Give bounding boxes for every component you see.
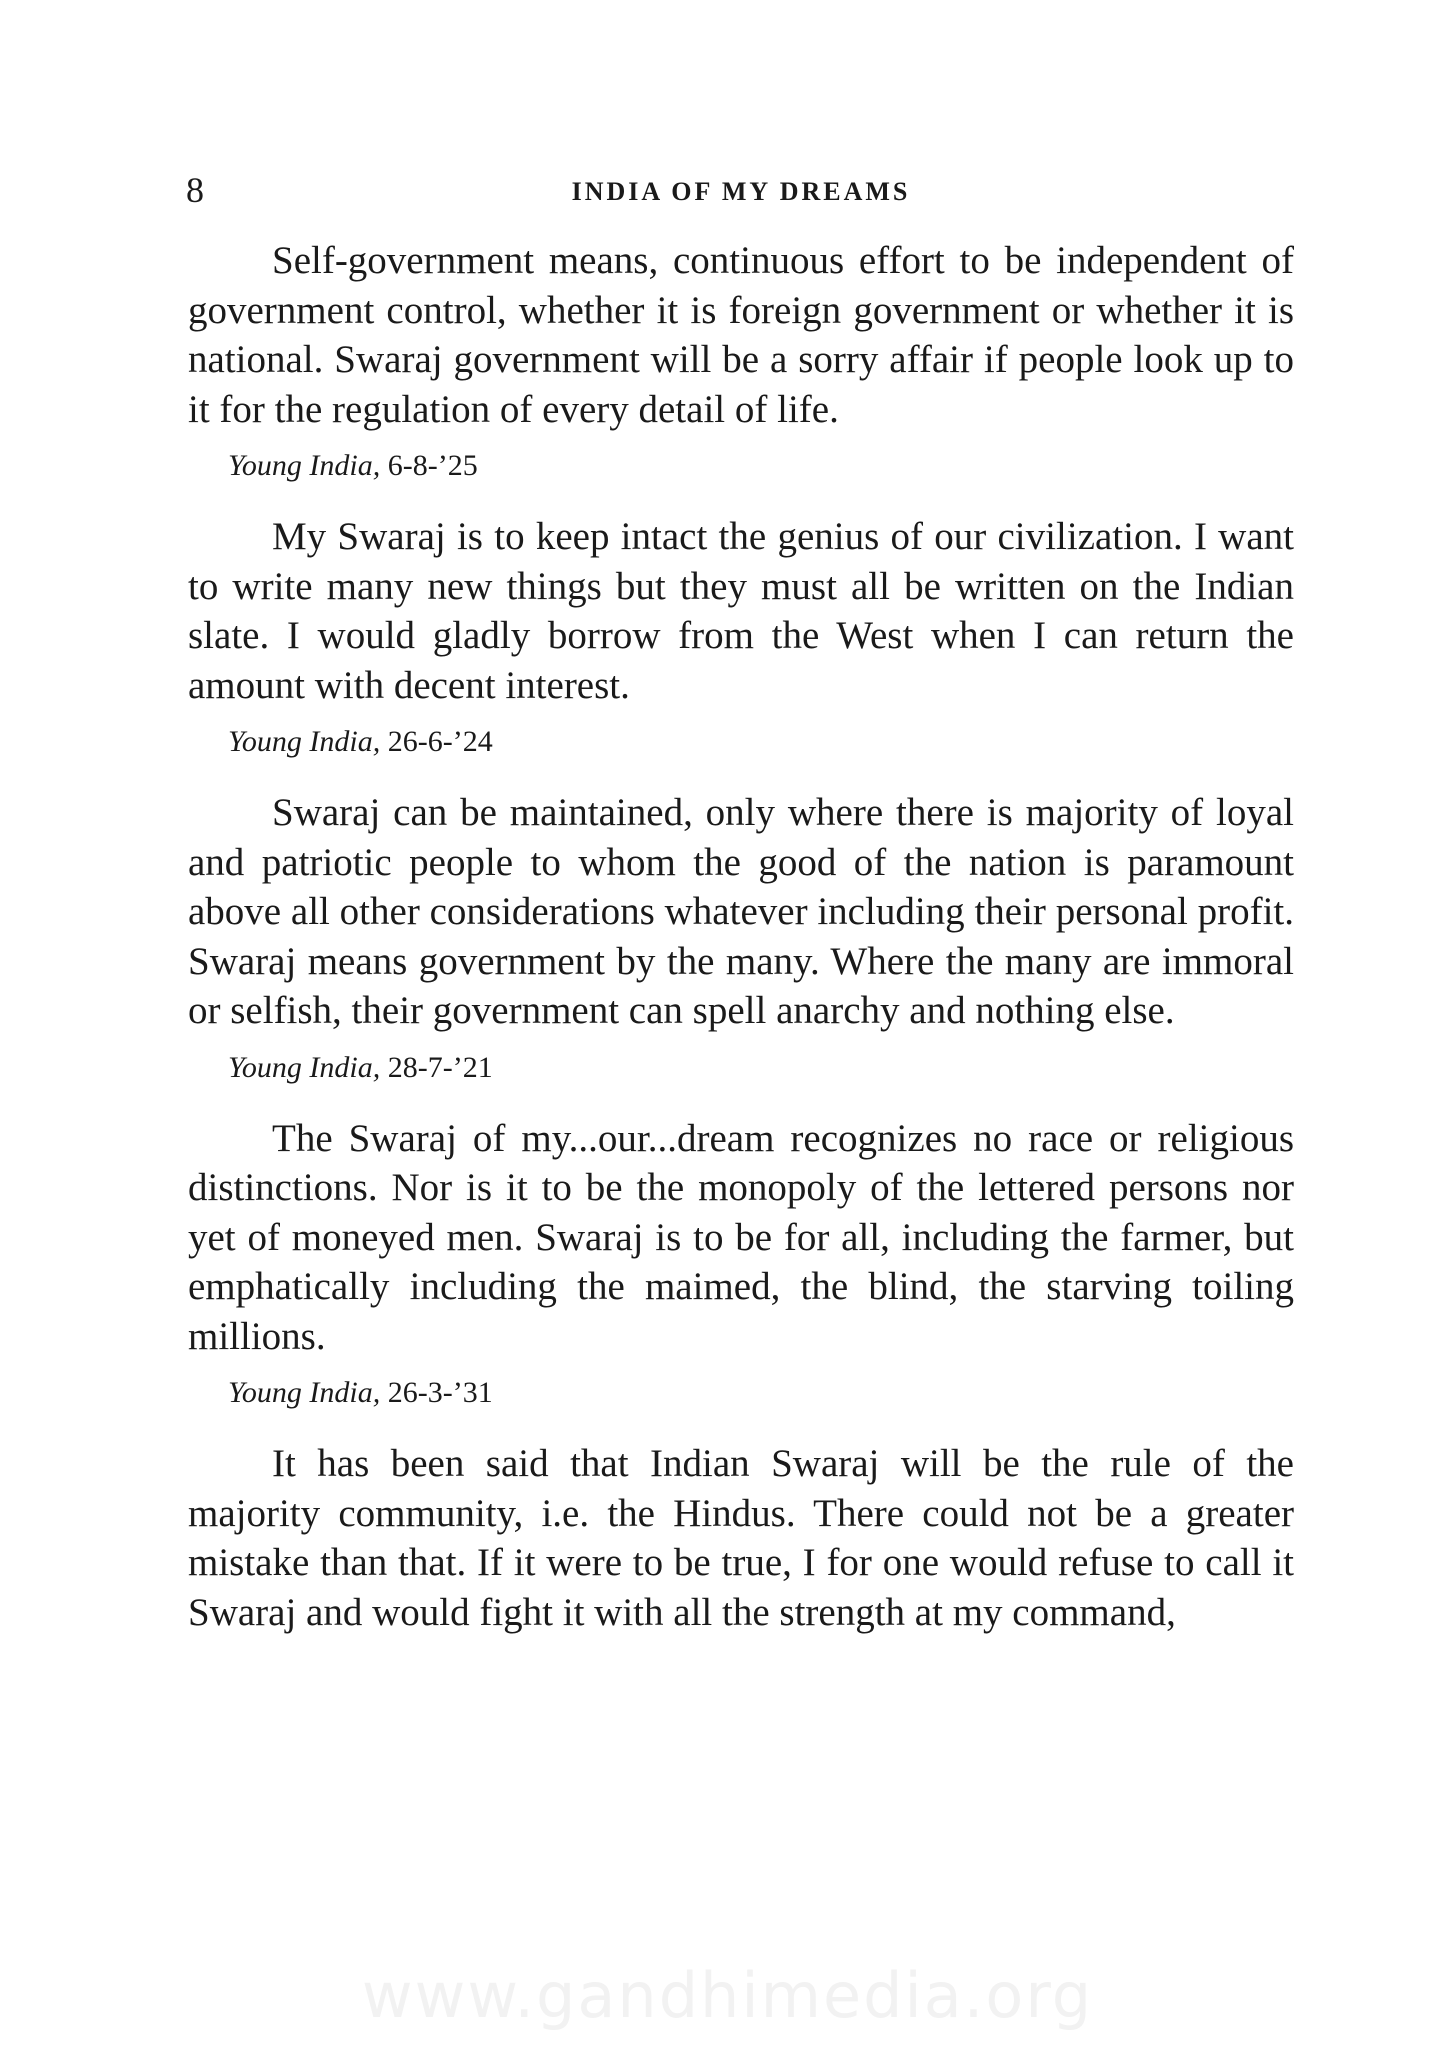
citation-3 — [228, 1048, 1294, 1088]
paragraph-2: My Swaraj is to keep intact the genius of our civilization. I want to write many new things but they must all be written on the Indian slate. I would gladly borrow from the West when I can return the amount with decent interest. — [188, 515, 1294, 707]
citation-1 — [228, 446, 1294, 486]
paragraph-5: It has been said that Indian Swaraj will be the rule of the majority community, i.e. the Hindus. There could not be a greater mistake than that. If it were to be true, I for one would refuse to call it Swaraj and would fight it with all the strength at my command, — [188, 1442, 1294, 1634]
paragraph-1: Self-government means, continuous effort to be independent of government control, whether it is foreign government or whether it is national. Swaraj government will be a sorry affair if people look up to it for the regulation of every detail of life. — [188, 239, 1294, 431]
citation-date: 26-6-’24 — [387, 725, 493, 758]
paragraph-4: The Swaraj of my...our...dream recognizes no race or religious distinctions. Nor is it to be the monopoly of the lettered persons nor yet of moneyed men. Swaraj is to be for all, including the farmer, but emphatically including the maimed, the blind, the starving toiling millions. — [188, 1116, 1294, 1358]
citation-date: 26-3-’31 — [387, 1376, 493, 1409]
page-number: 8 — [186, 170, 204, 210]
page-header — [186, 168, 1296, 212]
watermark: www.gandhimedia.org — [361, 1959, 1094, 2032]
citation-date: 28-7-’21 — [387, 1050, 493, 1084]
citation-date: 6-8-’25 — [387, 449, 478, 482]
paragraph-3: Swaraj can be maintained, only where there is majority of loyal and patriotic people to whom the good of the nation is paramount above all other considerations whatever including their personal profit. Swaraj means government by the many. Where the many are immoral or selfish, their government can spell anarchy and nothing else. — [188, 791, 1294, 1032]
citation-source: Young India, — [228, 725, 381, 758]
running-head: INDIA OF MY DREAMS — [571, 177, 911, 206]
citation-source: Young India, — [228, 1050, 381, 1084]
citation-source: Young India, — [228, 1376, 381, 1409]
page-body — [188, 236, 1294, 1637]
citation-2 — [228, 722, 1294, 762]
citation-4 — [228, 1373, 1294, 1413]
citation-source: Young India, — [228, 449, 381, 482]
